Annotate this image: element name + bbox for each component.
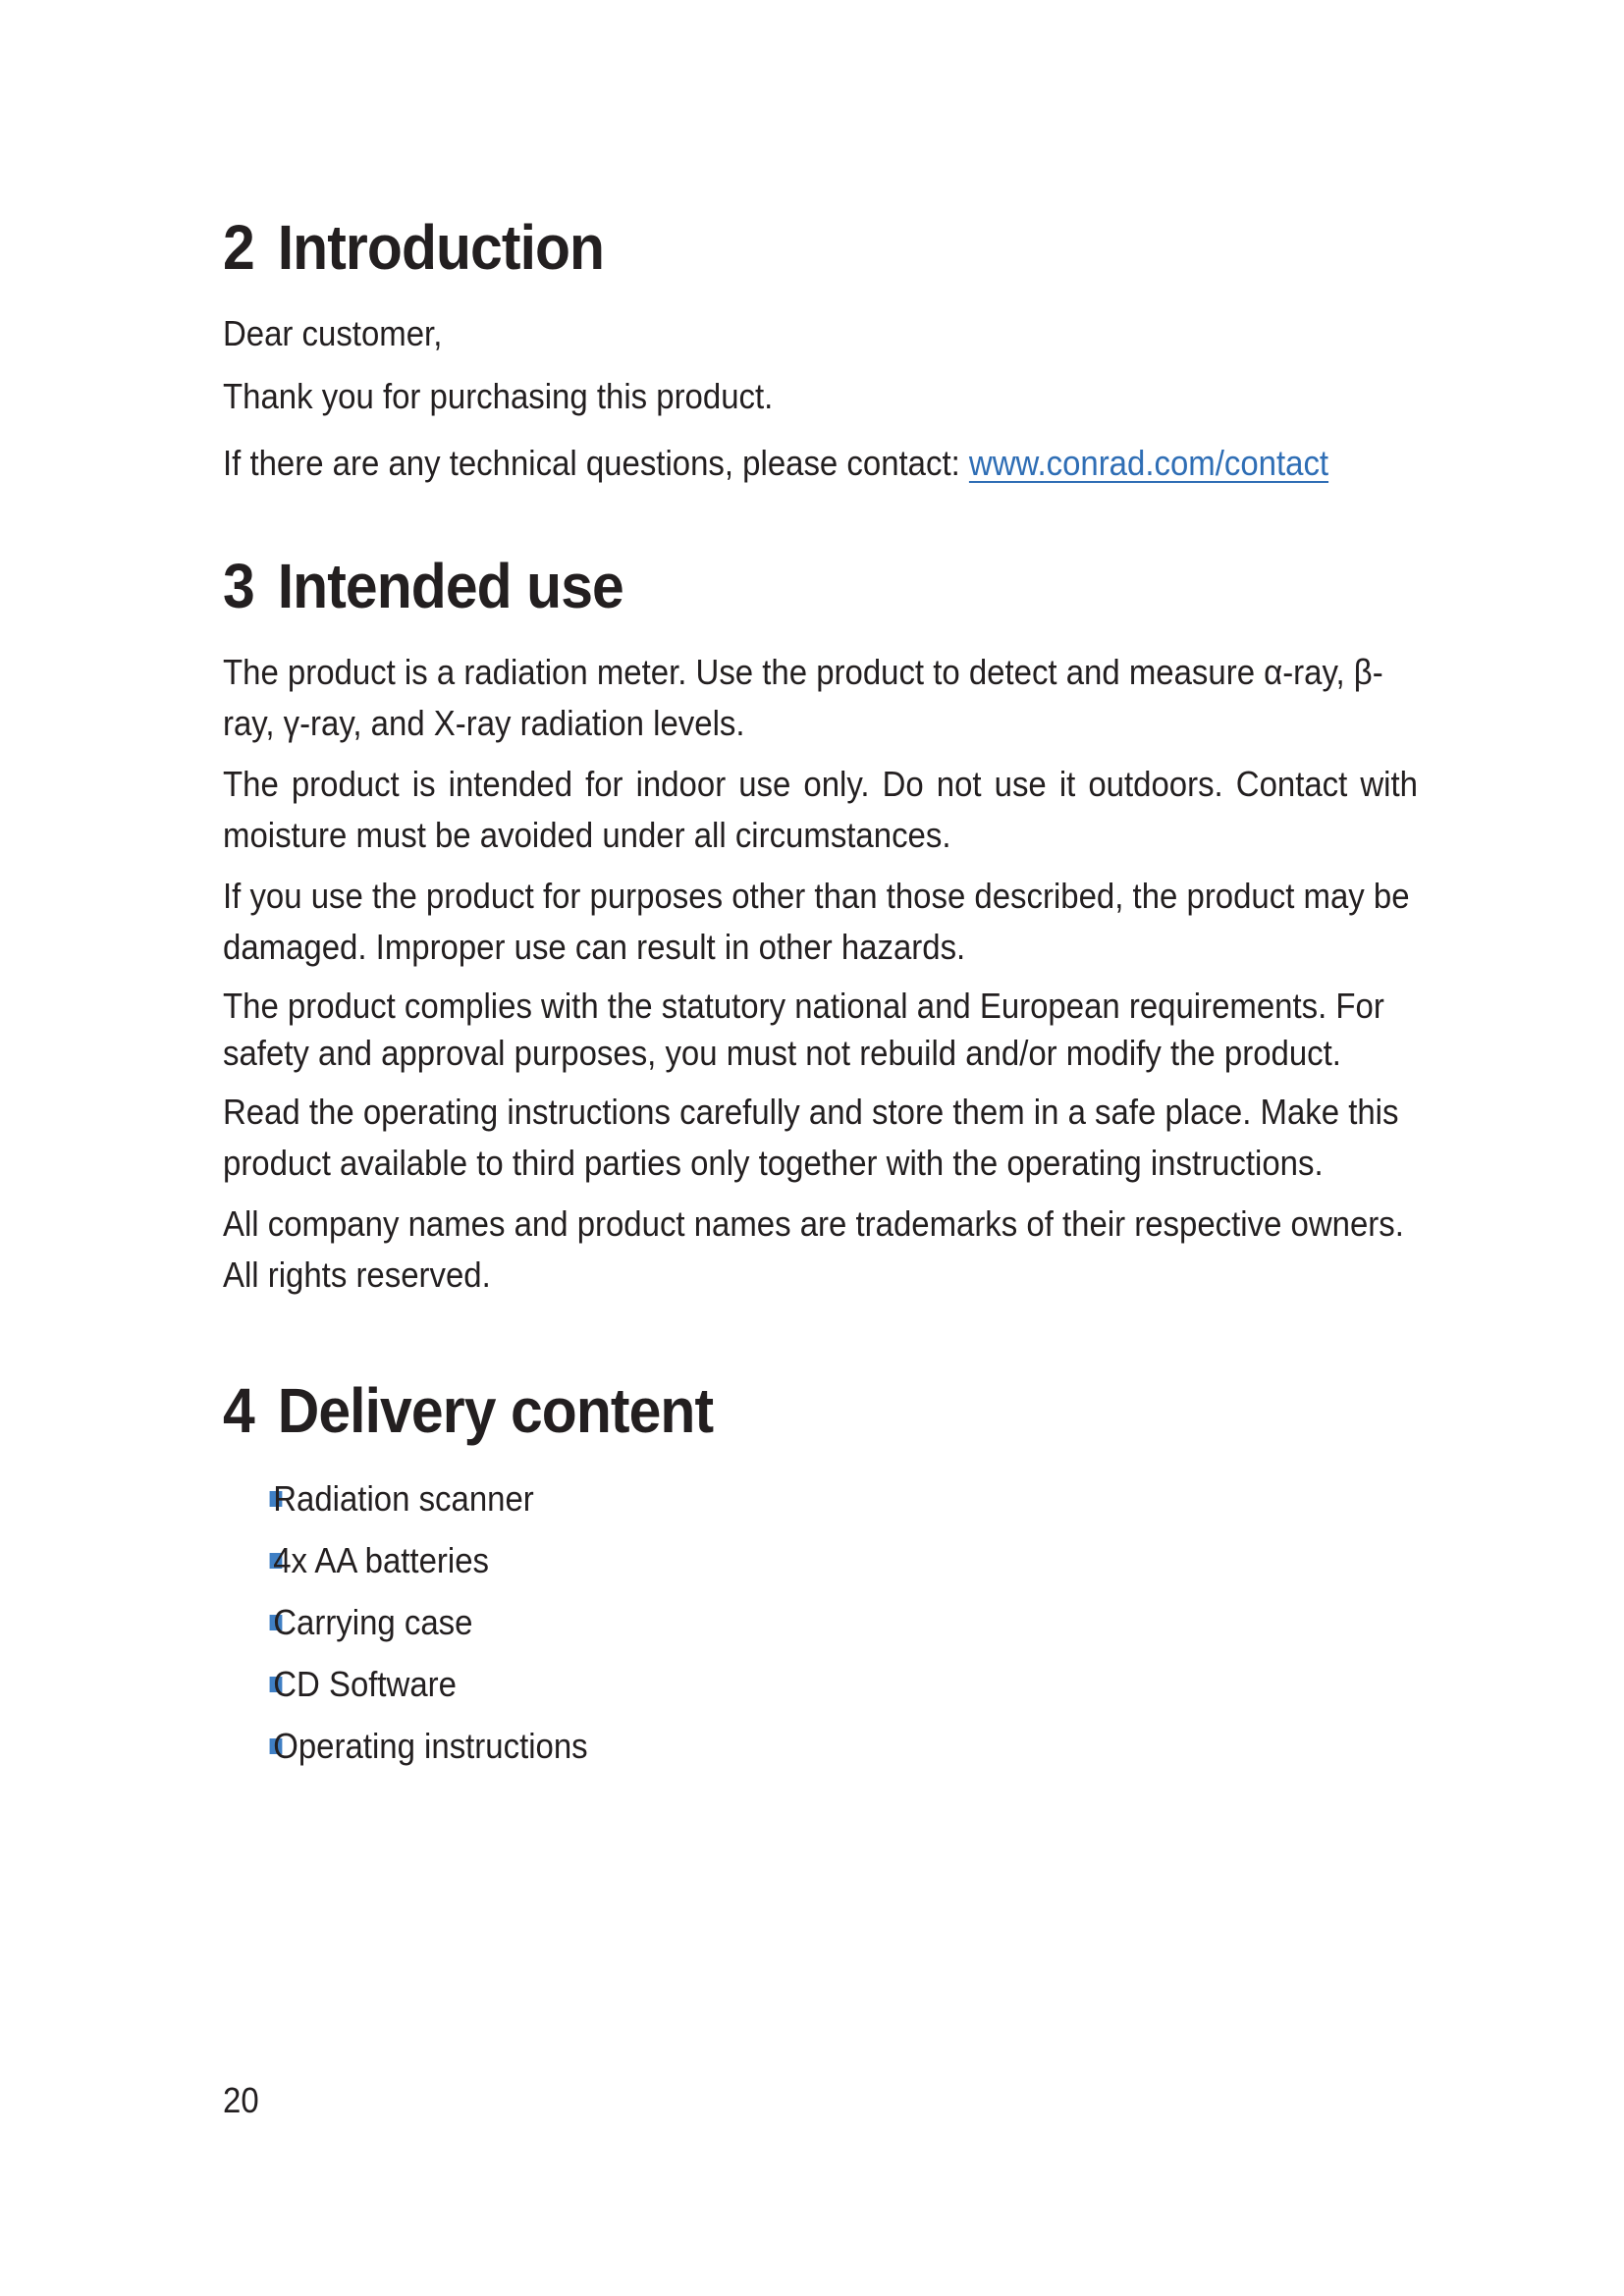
list-item: Operating instructions xyxy=(223,1715,1409,1777)
list-item: Radiation scanner xyxy=(223,1468,1409,1529)
intended-use-paragraph: The product is a radiation meter. Use the product to detect and measure α-ray, β-ray, γ-ray, and X-ray radiation levels. xyxy=(223,652,1383,743)
contact-paragraph xyxy=(223,438,1418,489)
intended-use-paragraph: If you use the product for purposes other than those described, the product may be damaged. Improper use can result in other hazards. xyxy=(223,876,1410,967)
thanks-text: Thank you for purchasing this product. xyxy=(223,376,774,416)
page-number: 20 xyxy=(223,2080,259,2120)
section-title: Introduction xyxy=(277,212,605,283)
intended-use-paragraph: The product complies with the statutory national and European requirements. For safety and approval purposes, you must not rebuild and/or modify the product. xyxy=(223,986,1384,1073)
section-heading-introduction xyxy=(223,208,1415,287)
section-number: 3 xyxy=(223,551,254,621)
intended-use-paragraph: Read the operating instructions carefully and store them in a safe place. Make this product available to third parties only together with the operating instructions. xyxy=(223,1092,1399,1183)
section-number: 4 xyxy=(223,1375,254,1446)
document-page xyxy=(223,0,1519,2296)
section-introduction xyxy=(223,208,1519,489)
section-title: Intended use xyxy=(277,551,623,621)
section-title: Delivery content xyxy=(277,1375,714,1446)
intended-use-paragraph: All company names and product names are trademarks of their respective owners. All rights reserved. xyxy=(223,1203,1404,1295)
intended-use-paragraph: The product is intended for indoor use only. Do not use it outdoors. Contact with moisture must be avoided under all circumstances. xyxy=(223,764,1418,855)
section-heading-intended-use xyxy=(223,547,1415,625)
list-item: 4x AA batteries xyxy=(223,1529,1409,1591)
list-item: CD Software xyxy=(223,1653,1409,1715)
section-delivery-content xyxy=(223,1371,1519,1777)
list-item: Carrying case xyxy=(223,1591,1409,1653)
contact-text: If there are any technical questions, please contact: xyxy=(223,443,969,483)
section-heading-delivery-content xyxy=(223,1371,1415,1450)
greeting-text: Dear customer, xyxy=(223,313,443,353)
section-number: 2 xyxy=(223,212,254,283)
delivery-list xyxy=(223,1468,1519,1777)
contact-link[interactable]: www.conrad.com/contact xyxy=(968,443,1329,483)
section-intended-use xyxy=(223,547,1519,1301)
